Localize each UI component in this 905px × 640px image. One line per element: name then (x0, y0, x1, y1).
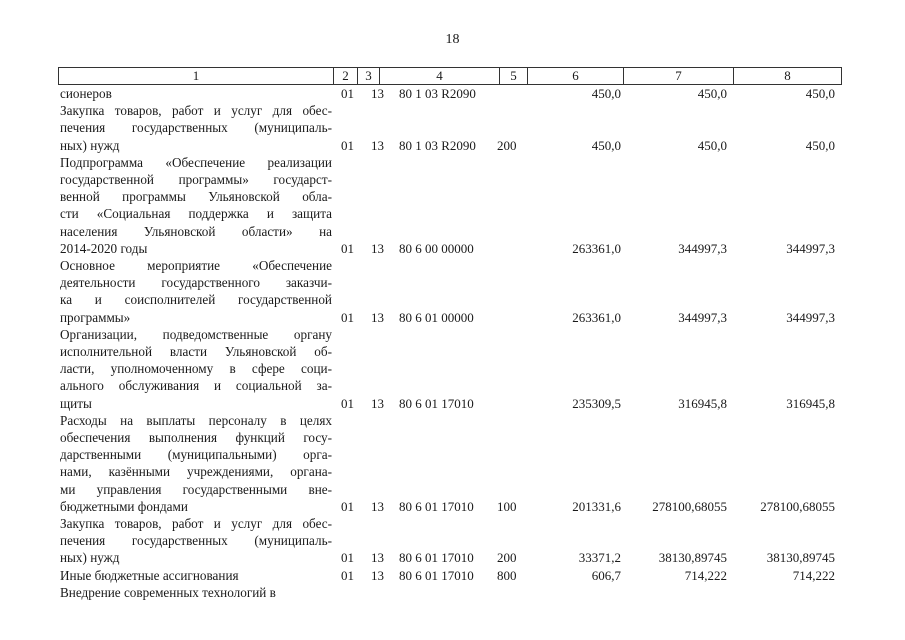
cell-c4: 80 6 00 00000 (399, 240, 474, 256)
cell-c5: 200 (497, 137, 517, 153)
cell-c5: 200 (497, 550, 517, 566)
cell-c8: 344997,3 (786, 309, 835, 325)
cell-c4: 80 1 03 R2090 (399, 137, 476, 153)
cell-c3: 13 (371, 567, 384, 583)
description-line: ных) нужд (60, 550, 120, 566)
cell-c3: 13 (371, 395, 384, 411)
cell-c3: 13 (371, 137, 384, 153)
description-line: исполнительной власти Ульяновской об- (60, 344, 332, 360)
cell-c4: 80 6 01 17010 (399, 395, 474, 411)
header-col-5: 5 (499, 68, 527, 84)
table-row (0, 154, 905, 257)
cell-c6: 235309,5 (572, 395, 621, 411)
table-header (58, 67, 842, 85)
cell-c2: 01 (341, 309, 354, 325)
table-row (0, 567, 905, 584)
cell-c6: 450,0 (591, 86, 621, 101)
cell-c4: 80 6 01 17010 (399, 550, 474, 566)
description-line: печения государственных (муниципаль- (60, 120, 332, 136)
cell-c2: 01 (341, 550, 354, 566)
table-row (0, 412, 905, 515)
table-row (0, 326, 905, 412)
description-line: программы» (60, 309, 131, 325)
header-col-3: 3 (357, 68, 379, 84)
cell-c2: 01 (341, 240, 354, 256)
header-col-2: 2 (333, 68, 357, 84)
cell-c6: 606,7 (591, 567, 621, 583)
cell-c6: 263361,0 (572, 309, 621, 325)
description-line: Подпрограмма «Обеспечение реализации (60, 154, 332, 170)
cell-c5: 100 (497, 498, 517, 514)
cell-c3: 13 (371, 550, 384, 566)
cell-c3: 13 (371, 309, 384, 325)
cell-c2: 01 (341, 137, 354, 153)
description-line: Расходы на выплаты персоналу в целях (60, 412, 332, 428)
cell-c6: 201331,6 (572, 498, 621, 514)
description-line: щиты (60, 395, 92, 411)
description-line: бюджетными фондами (60, 498, 188, 514)
description-line: Иные бюджетные ассигнования (60, 567, 239, 583)
cell-c4: 80 6 01 17010 (399, 567, 474, 583)
table-row (0, 102, 905, 154)
description-line: населения Ульяновской области» на (60, 223, 332, 239)
cell-c7: 450,0 (697, 137, 727, 153)
cell-c7: 450,0 (697, 86, 727, 101)
description-line: Закупка товаров, работ и услуг для обес- (60, 103, 332, 119)
description-line: дарственными (муниципальными) орга- (60, 447, 332, 463)
cell-c2: 01 (341, 86, 354, 101)
description-line: ми управления государственными вне- (60, 481, 332, 497)
table-row (0, 257, 905, 326)
table-row (0, 584, 905, 601)
cell-c8: 344997,3 (786, 240, 835, 256)
cell-c2: 01 (341, 567, 354, 583)
cell-c2: 01 (341, 395, 354, 411)
cell-c3: 13 (371, 498, 384, 514)
cell-c8: 278100,68055 (760, 498, 835, 514)
cell-c8: 38130,89745 (766, 550, 835, 566)
cell-c3: 13 (371, 86, 384, 101)
row-description (60, 85, 332, 102)
row-description (60, 102, 332, 154)
cell-c6: 450,0 (591, 137, 621, 153)
table-row (0, 85, 905, 102)
header-col-8: 8 (733, 68, 841, 84)
description-line: обеспечения выполнения функций госу- (60, 430, 332, 446)
description-line: ка и соисполнителей государственной (60, 292, 332, 308)
description-line: Основное мероприятие «Обеспечение (60, 258, 332, 274)
header-col-1: 1 (192, 68, 200, 83)
cell-c7: 278100,68055 (652, 498, 727, 514)
cell-c4: 80 6 01 17010 (399, 498, 474, 514)
cell-c7: 344997,3 (678, 240, 727, 256)
description-line: ных) нужд (60, 137, 120, 153)
row-description (60, 326, 332, 412)
cell-c2: 01 (341, 498, 354, 514)
row-description (60, 257, 332, 326)
description-line: ласти, уполномоченному в сфере соци- (60, 361, 332, 377)
header-col-6: 6 (527, 68, 623, 84)
cell-c7: 344997,3 (678, 309, 727, 325)
description-line: печения государственных (муниципаль- (60, 533, 332, 549)
description-line: ального обслуживания и социальной за- (60, 378, 332, 394)
cell-c8: 450,0 (805, 86, 835, 101)
row-description (60, 154, 332, 257)
description-line: Внедрение современных технологий в (60, 584, 276, 600)
description-line: сти «Социальная поддержка и защита (60, 206, 332, 222)
row-description (60, 515, 332, 567)
description-line: Организации, подведомственные органу (60, 326, 332, 342)
cell-c8: 450,0 (805, 137, 835, 153)
cell-c7: 316945,8 (678, 395, 727, 411)
cell-c4: 80 6 01 00000 (399, 309, 474, 325)
cell-c8: 316945,8 (786, 395, 835, 411)
row-description (60, 412, 332, 515)
table-body (0, 85, 905, 601)
description-line: государственной программы» государст- (60, 172, 332, 188)
header-col-7: 7 (623, 68, 733, 84)
description-line: Закупка товаров, работ и услуг для обес- (60, 516, 332, 532)
cell-c7: 38130,89745 (658, 550, 727, 566)
cell-c8: 714,222 (792, 567, 835, 583)
page-number: 18 (445, 32, 460, 47)
cell-c3: 13 (371, 240, 384, 256)
cell-c5: 800 (497, 567, 517, 583)
cell-c7: 714,222 (684, 567, 727, 583)
description-line: деятельности государственного заказчи- (60, 275, 332, 291)
description-line: 2014-2020 годы (60, 240, 148, 256)
cell-c6: 33371,2 (578, 550, 621, 566)
description-line: сионеров (60, 86, 112, 101)
description-line: венной программы Ульяновской обла- (60, 189, 332, 205)
description-line: нами, казёнными учреждениями, органа- (60, 464, 332, 480)
row-description (60, 584, 332, 601)
cell-c6: 263361,0 (572, 240, 621, 256)
cell-c4: 80 1 03 R2090 (399, 86, 476, 101)
table-row (0, 515, 905, 567)
row-description (60, 567, 332, 584)
header-col-4: 4 (379, 68, 499, 84)
